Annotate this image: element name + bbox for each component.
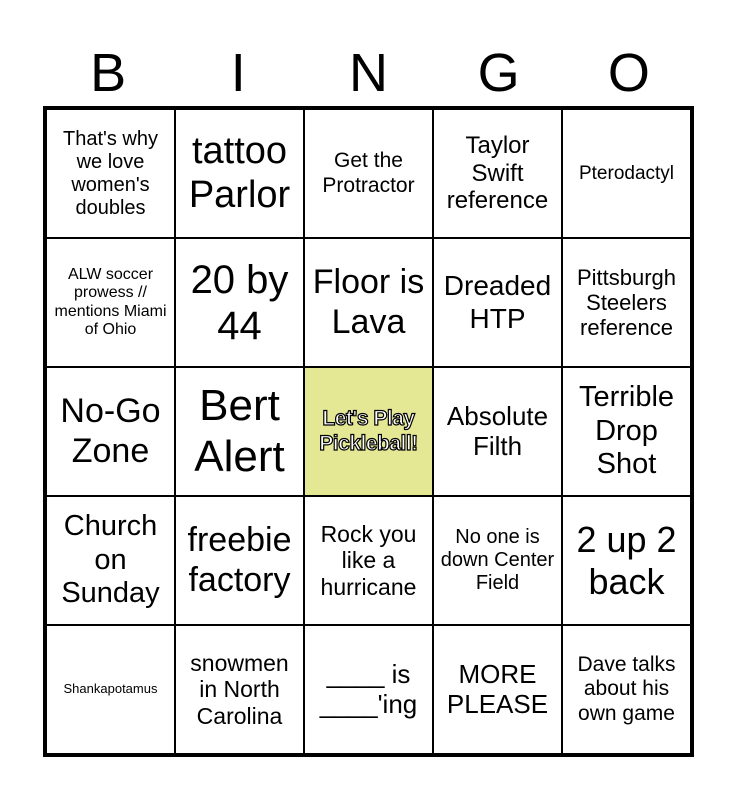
bingo-cell-text: Let's Play Pickleball! — [319, 407, 418, 455]
bingo-cell-text: Dave talks about his own game — [577, 653, 676, 725]
bingo-cell-text: Church on Sunday — [61, 510, 160, 610]
bingo-cell-text: 20 by 44 — [190, 257, 289, 348]
bingo-cell[interactable] — [175, 238, 304, 367]
bingo-cell-text: tattoo Parlor — [188, 129, 291, 216]
bingo-cell[interactable] — [46, 367, 175, 496]
bingo-cell-text: Taylor Swift reference — [446, 132, 549, 215]
bingo-cell[interactable] — [562, 496, 691, 625]
bingo-cell-text: MORE PLEASE — [446, 658, 549, 719]
bingo-cell[interactable] — [562, 367, 691, 496]
bingo-cell[interactable] — [562, 625, 691, 754]
bingo-cell-text: Rock you like a hurricane — [320, 520, 417, 600]
bingo-cell-text: Shankapotamus — [63, 681, 158, 697]
bingo-cell-text: Get the Protractor — [322, 149, 415, 197]
bingo-cell-text: ____ is ____'ing — [319, 658, 418, 719]
header-letter-n: N — [348, 43, 388, 103]
bingo-cell-text: Bert Alert — [194, 380, 285, 481]
bingo-cell-text: Absolute Filth — [446, 400, 549, 461]
bingo-cell[interactable] — [175, 367, 304, 496]
header-letter-i: I — [230, 43, 246, 103]
bingo-cell-text: That's why we love women's doubles — [63, 127, 158, 219]
bingo-cell[interactable] — [175, 625, 304, 754]
bingo-cell[interactable] — [175, 109, 304, 238]
bingo-cell[interactable] — [175, 496, 304, 625]
bingo-board — [43, 106, 694, 757]
header-letter-g: G — [477, 43, 520, 103]
bingo-cell[interactable] — [562, 109, 691, 238]
bingo-cell[interactable] — [562, 238, 691, 367]
bingo-cell[interactable] — [304, 238, 433, 367]
bingo-cell-text: No one is down Center Field — [440, 526, 555, 594]
bingo-cell-text: freebie factory — [187, 521, 292, 599]
bingo-cell[interactable] — [433, 109, 562, 238]
header-letter-o: O — [607, 43, 650, 103]
bingo-cell-text: Dreaded HTP — [443, 270, 552, 334]
bingo-cell-text: No-Go Zone — [60, 392, 161, 470]
bingo-cell-text: ALW soccer prowess // mentions Miami of Ohio — [54, 265, 167, 338]
header-letter-b: B — [90, 43, 127, 103]
bingo-cell-text: snowmen in North Carolina — [190, 649, 289, 729]
bingo-free-space[interactable] — [304, 367, 433, 496]
bingo-cell-text: 2 up 2 back — [576, 519, 677, 602]
bingo-cell-text: Pittsburgh Steelers reference — [576, 264, 677, 341]
bingo-cell[interactable] — [433, 367, 562, 496]
bingo-cell-text: Pterodactyl — [578, 162, 675, 184]
bingo-cell-text: Terrible Drop Shot — [578, 381, 675, 481]
bingo-cell[interactable] — [304, 496, 433, 625]
bingo-cell[interactable] — [46, 109, 175, 238]
bingo-cell[interactable] — [46, 625, 175, 754]
bingo-header — [43, 42, 694, 104]
bingo-cell[interactable] — [433, 496, 562, 625]
bingo-cell[interactable] — [304, 109, 433, 238]
bingo-cell[interactable] — [46, 496, 175, 625]
bingo-cell[interactable] — [46, 238, 175, 367]
bingo-cell[interactable] — [304, 625, 433, 754]
bingo-cell[interactable] — [433, 625, 562, 754]
bingo-cell[interactable] — [433, 238, 562, 367]
bingo-cell-text: Floor is Lava — [312, 263, 425, 341]
